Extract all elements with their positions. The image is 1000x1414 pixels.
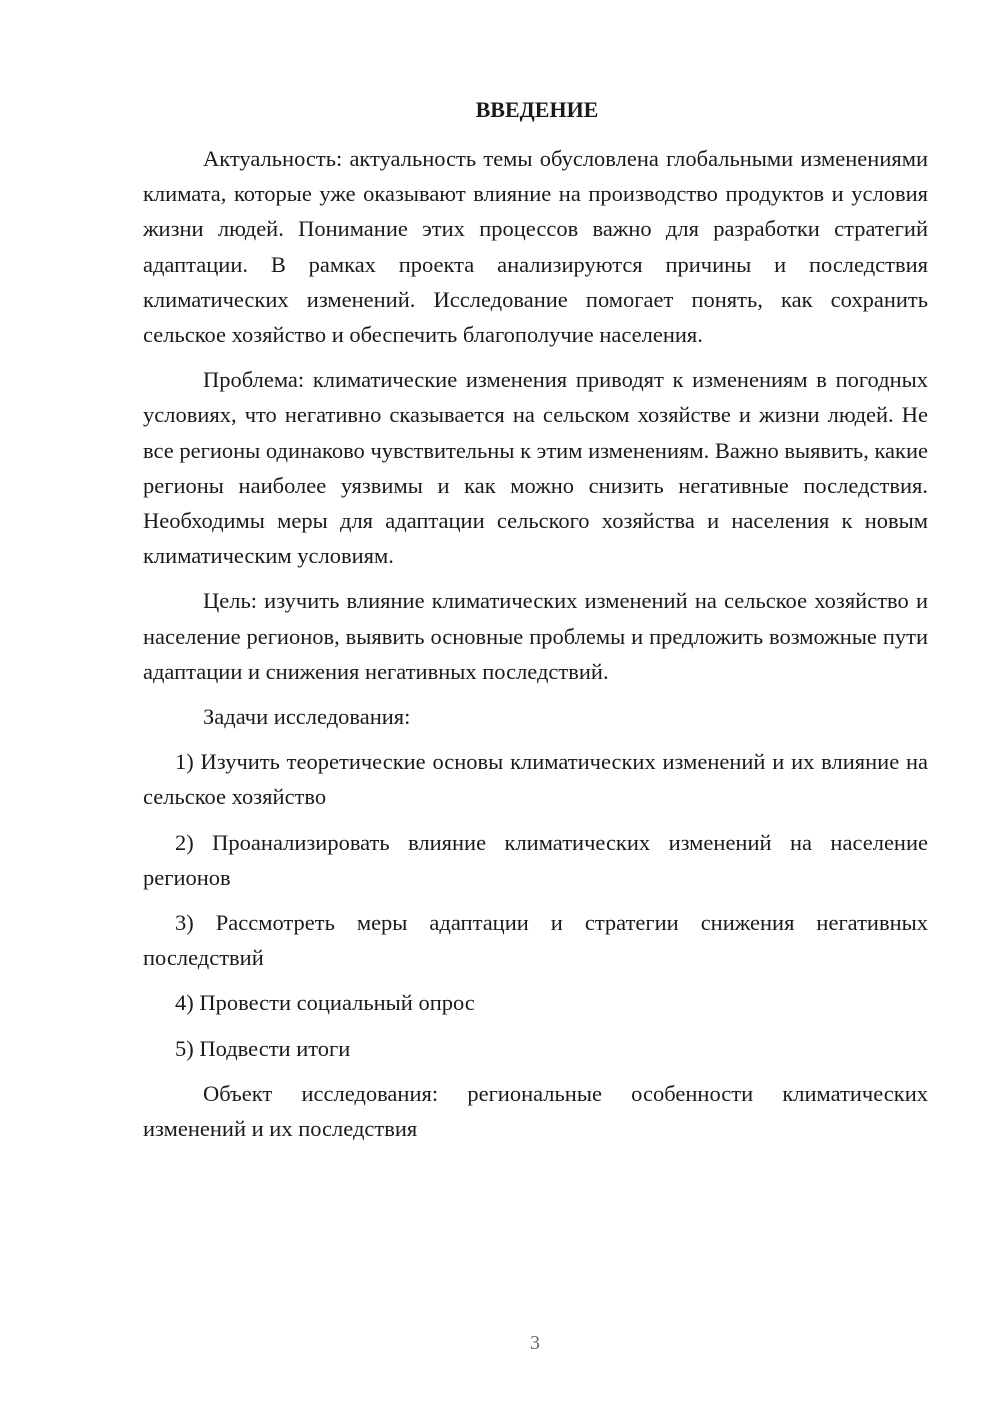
section-title: ВВЕДЕНИЕ xyxy=(475,97,599,122)
task-item: 3) Рассмотреть меры адаптации и стратегии снижения негативных последствий xyxy=(143,910,928,971)
task-item: 1) Изучить теоретические основы климатических изменений и их влияние на сельское хозяйство xyxy=(143,749,928,810)
page-content xyxy=(143,95,928,1156)
task-item: 4) Провести социальный опрос xyxy=(175,990,475,1016)
page-number: 3 xyxy=(530,1332,540,1354)
relevance-paragraph: Актуальность: актуальность темы обусловлена глобальными изменениями климата, которые уже оказывают влияние на производство продуктов и условия жизни людей. Понимание этих процессов важно для разработки стратегий адаптации. В рамках проекта анализируются причины и последствия климатических изменений. Исследование помогает понять, как сохранить сельское хозяйство и обеспечить благополучие населения. xyxy=(143,146,928,348)
goal-paragraph: Цель: изучить влияние климатических изменений на сельское хозяйство и население регионов, выявить основные проблемы и предложить возможные пути адаптации и снижения негативных последствий. xyxy=(143,588,928,684)
task-item: 2) Проанализировать влияние климатических изменений на население регионов xyxy=(143,829,928,890)
tasks-heading: Задачи исследования: xyxy=(203,704,411,730)
object-paragraph: Объект исследования: региональные особенности климатических изменений и их последствия xyxy=(143,1080,928,1142)
problem-paragraph: Проблема: климатические изменения приводят к изменениям в погодных условиях, что негативно сказывается на сельском хозяйстве и жизни людей. Не все регионы одинаково чувствительны к этим изменениям. Важно выявить, какие регионы наиболее уязвимы и как можно снизить негативные последствия. Необходимы меры для адаптации сельского хозяйства и населения к новым климатическим условиям. xyxy=(143,367,928,569)
task-item: 5) Подвести итоги xyxy=(175,1035,351,1061)
